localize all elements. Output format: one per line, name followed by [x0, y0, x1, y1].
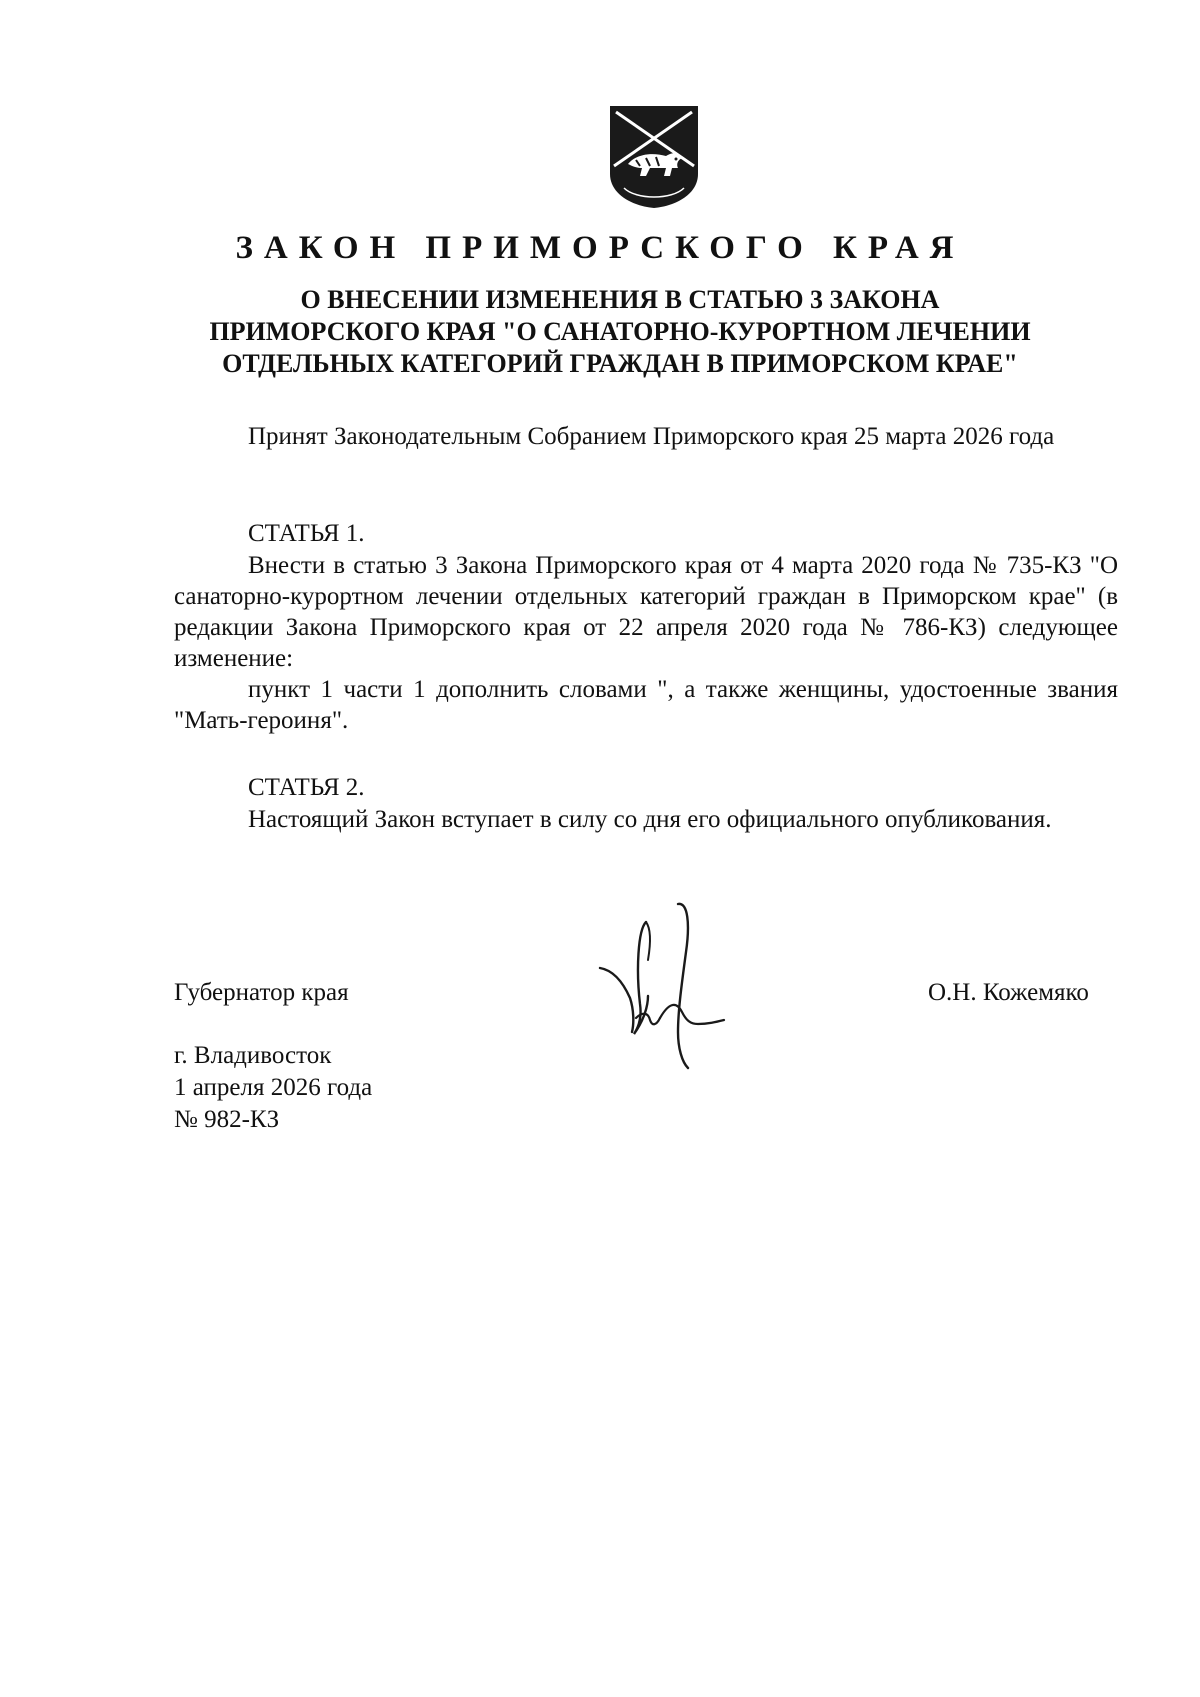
adoption-note: Принят Законодательным Собранием Приморского края 25 марта 2026 года: [248, 423, 1055, 450]
signing-place: г. Владивосток: [174, 1042, 332, 1069]
subtitle-line: ОТДЕЛЬНЫХ КАТЕГОРИЙ ГРАЖДАН В ПРИМОРСКОМ КРАЕ": [222, 349, 1018, 378]
signing-date: 1 апреля 2026 года: [174, 1074, 373, 1101]
law-title: ЗАКОН ПРИМОРСКОГО КРАЯ: [235, 230, 965, 266]
place-date-number-block: [174, 1040, 372, 1136]
article-2-paragraph-1: Настоящий Закон вступает в силу со дня его официального опубликования.: [248, 806, 1052, 833]
article-1-paragraph-1: Внести в статью 3 Закона Приморского края от 4 марта 2020 года № 735-КЗ "О санаторно-курортном лечении отдельных категорий граждан в Приморском крае" (в редакции Закона Приморского края от 22 апреля 2020 года № 786-КЗ) следующее изменение:: [174, 552, 1118, 672]
signer-title: Губернатор края: [174, 979, 349, 1006]
subtitle-line: ПРИМОРСКОГО КРАЯ "О САНАТОРНО-КУРОРТНОМ ЛЕЧЕНИИ: [209, 317, 1031, 346]
signer-name: О.Н. Кожемяко: [928, 979, 1089, 1006]
article-1-heading: СТАТЬЯ 1.: [248, 520, 365, 547]
subtitle-line: О ВНЕСЕНИИ ИЗМЕНЕНИЯ В СТАТЬЮ 3 ЗАКОНА: [300, 285, 940, 314]
article-2-heading: СТАТЬЯ 2.: [248, 774, 365, 801]
law-number: № 982-КЗ: [174, 1106, 280, 1133]
law-subtitle: [150, 284, 1090, 380]
handwritten-signature-icon: [598, 900, 726, 1070]
coat-of-arms-icon: [606, 104, 702, 210]
article-1-paragraph-2: пункт 1 части 1 дополнить словами ", а также женщины, удостоенные звания "Мать-героиня".: [174, 676, 1118, 734]
